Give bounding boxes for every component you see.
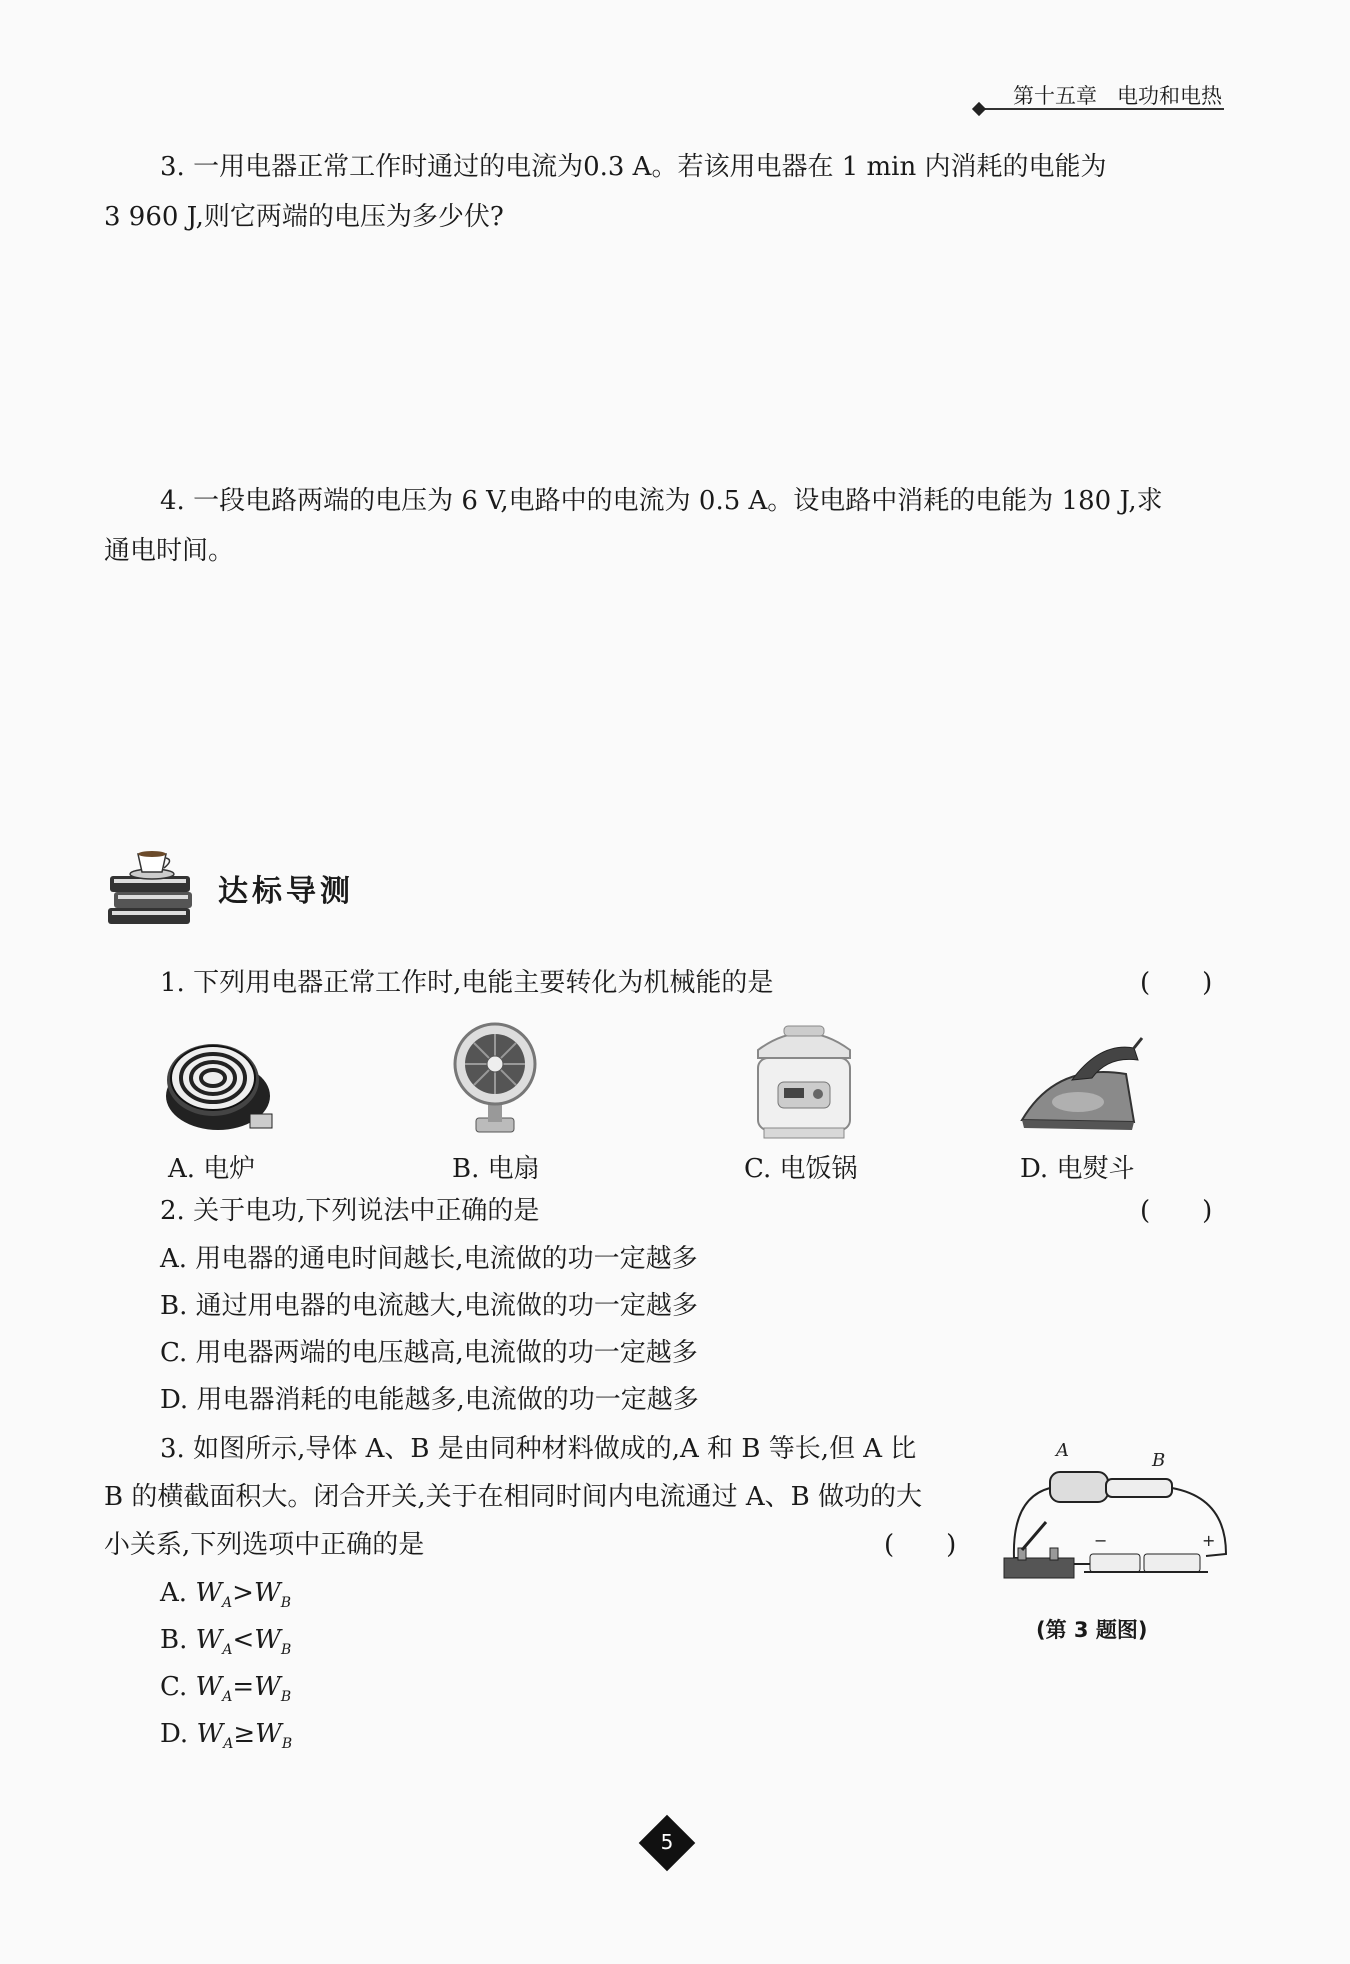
battery-2 [1144,1554,1200,1572]
q1-option-b: B. 电扇 [452,1154,540,1184]
option-lhs: W [195,1625,223,1655]
figure-caption: (第 3 题图) [1036,1618,1148,1642]
option-rhs: W [254,1625,282,1655]
option-operator: ≥ [233,1719,256,1749]
chapter-header [1013,80,1222,110]
option-operator: > [232,1578,254,1608]
minus-terminal: − [1094,1531,1108,1550]
option-letter: C. [160,1672,188,1702]
electric-fan-icon [450,1020,540,1140]
q3-stem-line1: 3. 如图所示,导体 A、B 是由同种材料做成的,A 和 B 等长,但 A 比 [160,1434,917,1464]
plus-terminal: + [1202,1531,1216,1550]
page-number: 5 [660,1830,674,1854]
q1-option-a: A. 电炉 [168,1154,256,1184]
q1-option-c: C. 电饭锅 [744,1154,858,1184]
option-rhs-sub: B [280,1689,292,1706]
option-letter: B. [160,1625,188,1655]
conductor-a-label: A [1056,1440,1069,1461]
switch-lever [1022,1522,1046,1550]
option-rhs-sub: B [280,1595,291,1612]
option-rhs-sub: B [281,1736,293,1753]
practice-q4-line2: 通电时间。 [104,536,235,566]
switch-base [1004,1558,1074,1578]
q3-option-b [160,1625,291,1659]
option-letter: D. [160,1719,189,1749]
q2-option-d: D. 用电器消耗的电能越多,电流做的功一定越多 [160,1385,699,1415]
q1-answer-blank: ( ) [1140,968,1213,998]
option-rhs: W [255,1719,282,1749]
q2-option-a: A. 用电器的通电时间越长,电流做的功一定越多 [160,1244,698,1274]
circuit-diagram [996,1438,1236,1588]
option-lhs: W [196,1719,224,1749]
header-rule [980,108,1224,110]
practice-q3-line1: 3. 一用电器正常工作时通过的电流为0.3 A。若该用电器在 1 min 内消耗的电能为 [160,152,1107,182]
section-title: 达标导测 [218,874,354,909]
rice-cooker-icon [748,1020,860,1144]
option-lhs: W [195,1578,223,1608]
chapter-title: 电功和电热 [1117,84,1222,108]
q2-answer-blank: ( ) [1140,1196,1213,1226]
option-operator: < [232,1625,255,1655]
q2-option-b: B. 通过用电器的电流越大,电流做的功一定越多 [160,1291,698,1321]
conductor-a [1050,1472,1108,1502]
electric-stove-icon [158,1030,278,1140]
diamond-icon [972,102,986,116]
q1-stem: 1. 下列用电器正常工作时,电能主要转化为机械能的是 [160,968,774,998]
q3-stem-line3: 小关系,下列选项中正确的是 [104,1530,425,1560]
q1-option-d: D. 电熨斗 [1020,1154,1135,1184]
q2-stem: 2. 关于电功,下列说法中正确的是 [160,1196,540,1226]
option-lhs-sub: A [222,1689,233,1706]
q3-option-a [160,1578,291,1612]
battery-1 [1090,1554,1140,1572]
q3-option-c [160,1672,291,1706]
q2-option-c: C. 用电器两端的电压越高,电流做的功一定越多 [160,1338,698,1368]
q3-option-d [160,1719,292,1753]
q3-answer-blank: ( ) [884,1530,957,1560]
conductor-b-label: B [1152,1450,1166,1471]
option-rhs-sub: B [281,1642,292,1659]
option-lhs-sub: A [222,1642,233,1659]
practice-q3-line2: 3 960 J,则它两端的电压为多少伏? [104,202,504,232]
option-operator: = [232,1672,255,1702]
chapter-number: 第十五章 [1012,84,1097,108]
q3-stem-line2: B 的横截面积大。闭合开关,关于在相同时间内电流通过 A、B 做功的大 [104,1482,923,1512]
option-rhs: W [254,1672,281,1702]
iron-icon [1016,1034,1148,1134]
option-rhs: W [253,1578,281,1608]
practice-q4-line1: 4. 一段电路两端的电压为 6 V,电路中的电流为 0.5 A。设电路中消耗的电能为 180 J,求 [160,486,1163,516]
conductor-b [1106,1479,1172,1497]
option-lhs-sub: A [222,1595,233,1612]
option-lhs-sub: A [223,1736,234,1753]
option-lhs: W [195,1672,223,1702]
books-coffee-icon [102,838,202,938]
option-letter: A. [160,1578,188,1608]
